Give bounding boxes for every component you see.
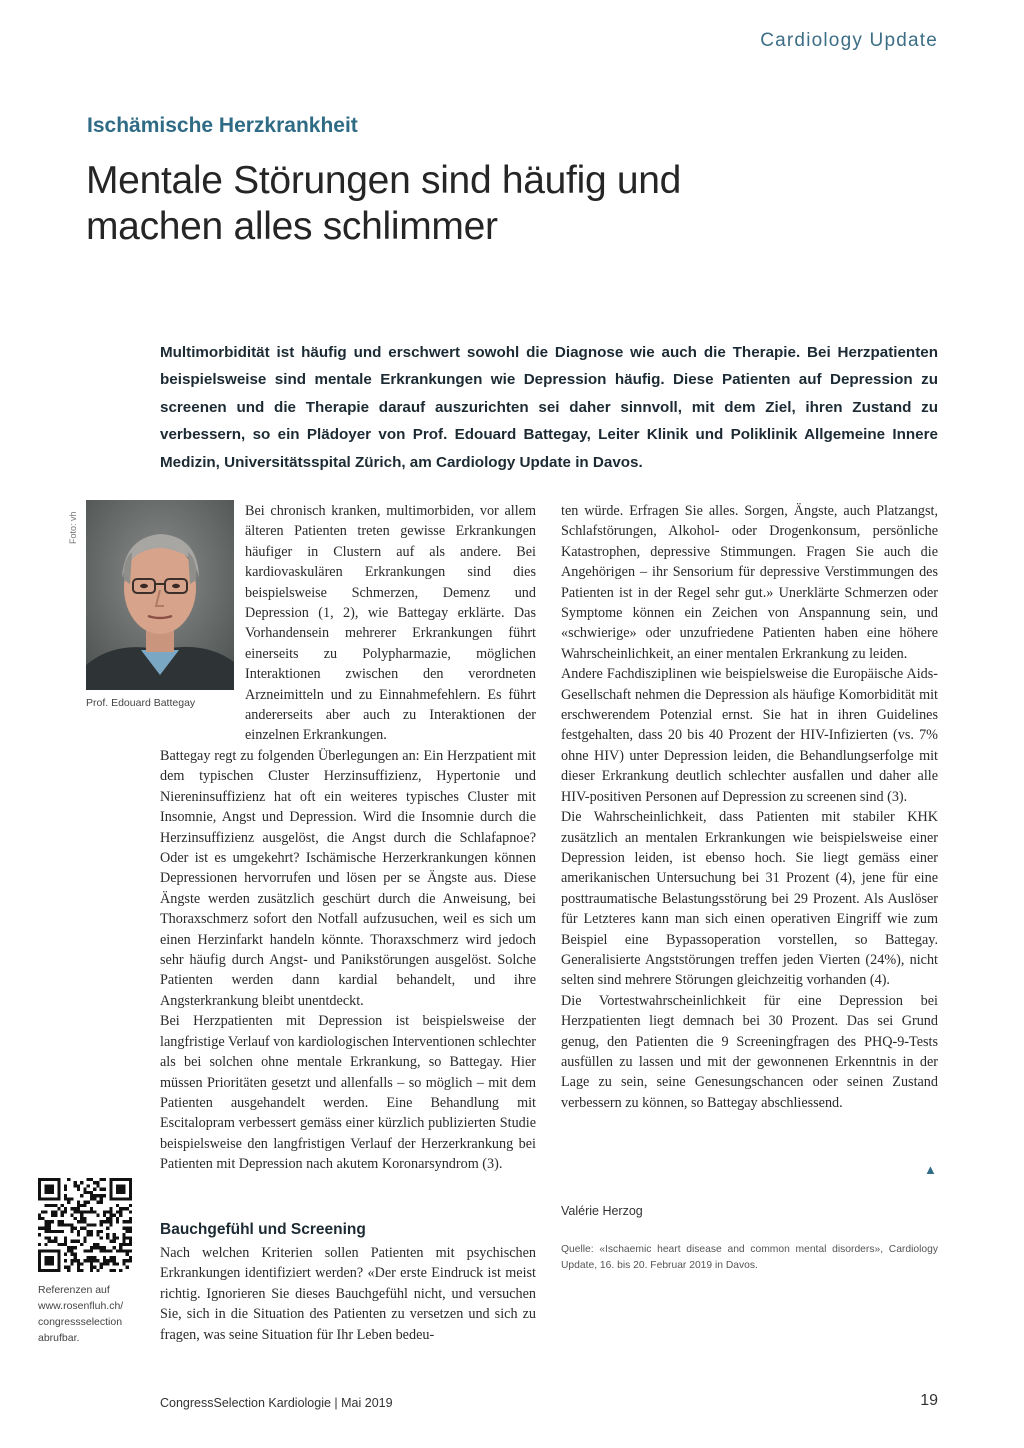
qr-code-icon[interactable] — [38, 1178, 132, 1272]
photo-credit: Foto: vh — [68, 511, 78, 544]
reference-note: Referenzen auf www.rosenfluh.ch/ congressselection abrufbar. — [38, 1284, 124, 1344]
paragraph: Bei Herzpatienten mit Depression ist beispielsweise der langfristige Verlauf von kardiologischen Interventionen schlechter als bei solchen ohne mentale Erkrankung, so Battegay. Hier müssen Prioritäten gesetzt und allenfalls – so möglich – mit dem Patienten ausgehandelt werden. Eine Behandlung mit Escitalopram verbessert gemäss einer kürzlich publizierten Studie beispielsweise den langfristigen Verlauf der Herzerkrankung bei Patienten mit Depression nach akutem Koronarsyndrom (3). — [160, 1013, 536, 1173]
paragraph: Die Wahrscheinlichkeit, dass Patienten mit stabiler KHK zusätzlich an mentalen Erkrankungen wie beispielsweise einer Depression leiden, ist ebenso hoch. Sie liegt gemäss einer amerikanischen Untersuchung bei 31 Prozent (4), jene für eine posttraumatische Belastungsstörung bei 29 Prozent. Als Auslöser für Letzteres kann man sich einen operativen Eingriff wie zum Beispiel eine Bypassoperation vorstellen, so Battegay. Generalisierte Angststörungen treffen jeden Vierten (24%), nicht selten sind mehrere Störungen gleichzeitig vorhanden (4). — [561, 809, 938, 989]
page-number: 19 — [920, 1392, 938, 1409]
article-headline: Mentale Störungen sind häufig und machen alles schlimmer — [86, 159, 682, 248]
body-column-1-bottom — [160, 1243, 536, 1345]
body-column-1-top — [245, 501, 536, 746]
paragraph: Battegay regt zu folgenden Überlegungen an: Ein Herzpatient mit dem typischen Cluster Herzinsuffizienz, Hypertonie und Niereninsuffizienz hat oft ein weiteres typisches Cluster mit Insomnie, Angst und Depression. Wird die Insomnie durch die Herzinsuffizienz ausgelöst, die Angst durch die Schlafapnoe? Oder ist es umgekehrt? Ischämische Herzerkrankungen können Depressionen hervorrufen und lösen per se Ängste aus. Diese Ängste werden zusätzlich geschürt durch die Anweisung, bei Thoraxschmerz sofort den Notfall aufzusuchen, weil es sich um einen Herzinfarkt handeln könnte. Thoraxschmerz wird jedoch sehr häufig durch Angst- und Panikstörungen ausgelöst. Solche Patienten werden dann kardial behandelt, und ihre Angsterkrankung bleibt unentdeckt. — [160, 748, 536, 1009]
footer-publication: CongressSelection Kardiologie | Mai 2019 — [160, 1396, 393, 1410]
end-of-article-icon: ▲ — [924, 1162, 937, 1177]
paragraph: Bei chronisch kranken, multimorbiden, vor allem älteren Patienten treten gewisse Erkrankungen häufiger in Clustern auf als andere. Bei kardiovaskulären Erkrankungen sind dies beispielsweise Schmerzen, Demenz und Depression (1, 2), wie Battegay erklärte. Das Vorhandensein mehrerer Erkrankungen führt einerseits zu Polypharmazie, möglichen Interaktionen zwischen den verordneten Arzneimitteln und zu Einnahmefehlern. Es führt andererseits aber auch zu Interaktionen der einzelnen Erkrankungen. — [245, 503, 536, 744]
paragraph: Nach welchen Kriterien sollen Patienten mit psychischen Erkrankungen identifiziert werden? «Der erste Eindruck ist meist richtig. Ignorieren Sie dieses Bauchgefühl nicht, und versuchen Sie, sich in die Situation des Patienten zu versetzen und sich zu fragen, was seine Situation für Ihr Leben bedeu- — [160, 1245, 536, 1343]
article-lead: Multimorbidität ist häufig und erschwert sowohl die Diagnose wie auch die Therapie. Bei Herzpatienten beispielsweise sind mentale Erkrankungen wie Depression häufig. Diese Patienten auf Depression zu screenen und die Therapie darauf auszurichten sei daher sinnvoll, mit dem Ziel, ihren Zustand zu verbessern, so ein Plädoyer von Prof. Edouard Battegay, Leiter Klinik und Poliklinik Allgemeine Innere Medizin, Universitätsspital Zürich, am Cardiology Update in Davos. — [160, 344, 938, 471]
section-tag: Cardiology Update — [760, 30, 938, 51]
paragraph: Andere Fachdisziplinen wie beispielsweise die Europäische Aids-Gesellschaft nehmen die Depression als häufige Komorbidität mit erschwerendem Potenzial ernst. Sie hat in ihren Guidelines festgehalten, dass 20 bis 40 Prozent der HIV-Infizierten (vs. 7% ohne HIV) unter Depression leiden, die Behandlungserfolge mit dieser Erkrankung deutlich schlechter ausfallen und daher alle HIV-positiven Personen auf Depression zu screenen sind (3). — [561, 666, 938, 805]
source-note: Quelle: «Ischaemic heart disease and common mental disorders», Cardiology Update, 16. bis 20. Februar 2019 in Davos. — [561, 1244, 938, 1271]
section-subhead: Bauchgefühl und Screening — [160, 1221, 366, 1238]
body-column-2 — [561, 501, 938, 1113]
body-column-1-middle — [160, 746, 536, 1175]
paragraph: Die Vortestwahrscheinlichkeit für eine Depression bei Herzpatienten liegt demnach bei 30 Prozent. Das sei Grund genug, den Patienten die 9 Screeningfragen des PHQ-9-Tests ausfüllen zu lassen und mit der gewonnenen Erkenntnis in der Lage zu sein, seine Genesungschancen oder seinen Zustand verbessern zu können, so Battegay abschliessend. — [561, 992, 938, 1111]
portrait-photo — [86, 500, 234, 690]
article-kicker: Ischämische Herzkrankheit — [87, 114, 358, 137]
photo-caption: Prof. Edouard Battegay — [86, 697, 196, 709]
author-name: Valérie Herzog — [561, 1204, 643, 1218]
paragraph: ten würde. Erfragen Sie alles. Sorgen, Ängste, auch Platzangst, Schlafstörungen, Alkohol- oder Drogenkonsum, persönliche Katastrophen, depressive Stimmungen. Fragen Sie auch die Angehörigen – ihr Sensorium für depressive Verstimmungen des Patienten ist in der Regel sehr gut.» Unerklärte Schmerzen oder Symptome können ein Zeichen von Anspannung sein, und «schwierige» oder unzufriedene Patienten haben eine höhere Wahrscheinlichkeit, an einer mentalen Erkrankung zu leiden. — [561, 503, 938, 662]
